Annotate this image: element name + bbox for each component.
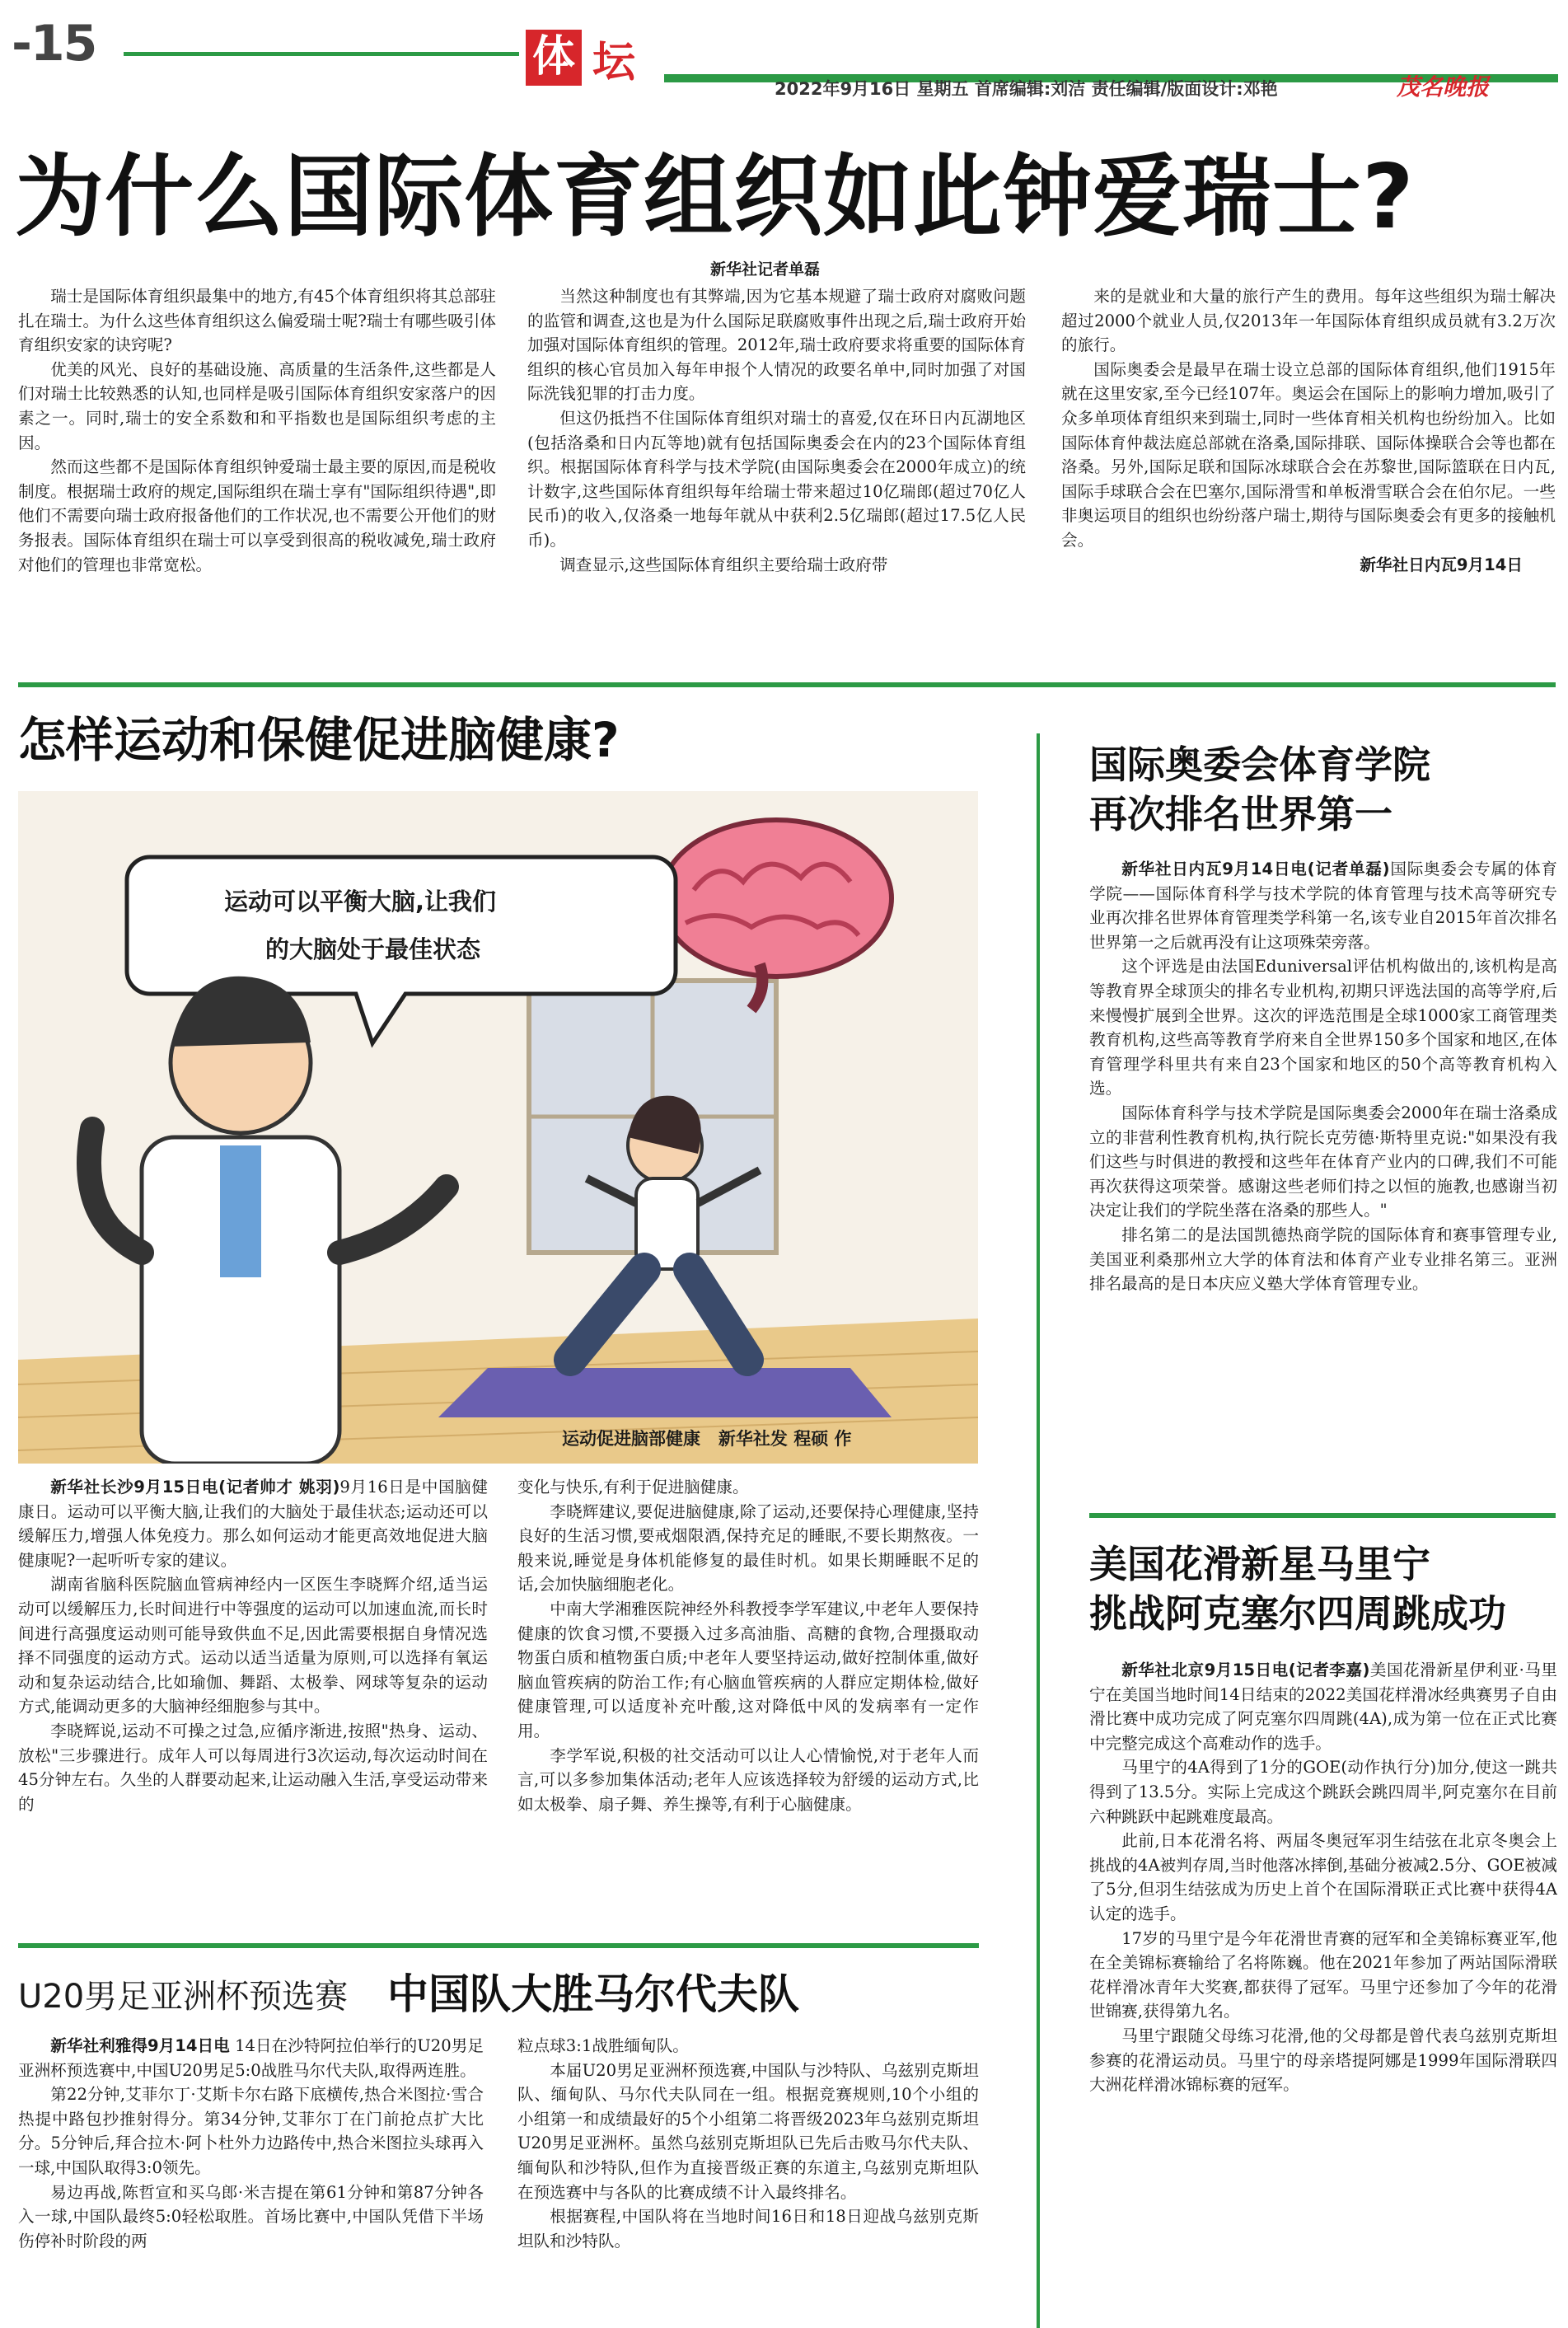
- illustration-caption: 运动促进脑部健康 新华社发 程硕 作: [562, 1429, 852, 1449]
- skating-headline-line2: 挑战阿克塞尔四周跳成功: [1089, 1591, 1506, 1636]
- paragraph: 然而这些都不是国际体育组织钟爱瑞士最主要的原因,而是税收制度。根据瑞士政府的规定,国际组织在瑞士享有"国际组织待遇",即他们不需要向瑞士政府报备他们的工作状况,也不需要公开他们的财务报表。国际体育组织在瑞士可以享受到很高的税收减免,瑞士政府对他们的管理也非常宽松。: [18, 457, 496, 574]
- divider-skating: [1089, 1513, 1556, 1518]
- paragraph: 易边再战,陈哲宣和买乌郎·米吉提在第61分钟和第87分钟各入一球,中国队最终5:0轻松取胜。首场比赛中,中国队凭借下半场伤停补时阶段的两: [18, 2182, 484, 2251]
- paragraph: 调查显示,这些国际体育组织主要给瑞士政府带: [559, 555, 888, 574]
- paragraph-text: 14日在沙特阿拉伯举行的U20男足亚洲杯预选赛中,中国U20男足5:0战胜马尔代夫队,取得两连胜。: [18, 2036, 484, 2080]
- paragraph: 马里宁跟随父母练习花滑,他的父母都是曾代表乌兹别克斯坦参赛的花滑运动员。马里宁的母亲塔提阿娜是1999年国际滑联四大洲花样滑冰锦标赛的冠军。: [1089, 2026, 1557, 2095]
- olympic-column: [1089, 857, 1557, 1467]
- lead-column-2: [527, 284, 1026, 655]
- paragraph: [18, 2034, 484, 2082]
- paragraph: [1089, 1658, 1557, 1755]
- paragraph: 此前,日本花滑名将、两届冬奥冠军羽生结弦在北京冬奥会上挑战的4A被判存周,当时他落冰摔倒,基础分被减2.5分、GOE被减了5分,但羽生结弦成为历史上首个在国际滑联正式比赛中获得4A认定的选手。: [1089, 1831, 1557, 1923]
- paragraph: 马里宁的4A得到了1分的GOE(动作执行分)加分,使这一跳共得到了13.5分。实际上完成这个跳跃会跳四周半,阿克塞尔在目前六种跳跃中起跳难度最高。: [1089, 1758, 1557, 1826]
- paragraph: 国际奥委会是最早在瑞士设立总部的国际体育组织,他们1915年就在这里安家,至今已经107年。奥运会在国际上的影响力增加,吸引了众多单项体育组织来到瑞士,同时一些体育相关机构也纷纷加入。比如国际体育仲裁法庭总部就在洛桑,国际排联、国际体操联合会等也都在洛桑。另外,国际足联和国际冰球联合会在苏黎世,国际篮联在日内瓦,国际手球联合会在巴塞尔,国际滑雪和单板滑雪联合会在伯尔尼。一些非奥运项目的组织也纷纷落户瑞士,期待与国际奥委会有更多的接触机会。: [1061, 359, 1556, 550]
- u20-column-1: [18, 2034, 484, 2322]
- paragraph: 17岁的马里宁是今年花滑世青赛的冠军和全美锦标赛亚军,他在全美锦标赛输给了名将陈巍。他在2021年参加了两站国际滑联花样滑冰青年大奖赛,都获得了冠军。马里宁还参加了今年的花滑世锦赛,获得第九名。: [1089, 1928, 1557, 2021]
- lead-column-3: [1061, 284, 1556, 655]
- paragraph: 李晓辉建议,要促进脑健康,除了运动,还要保持心理健康,坚持良好的生活习惯,要戒烟限酒,保持充足的睡眠,不要长期熬夜。一般来说,睡觉是身体机能修复的最佳时机。如果长期睡眠不足的话,会加快脑细胞老化。: [517, 1501, 979, 1595]
- paragraph: 排名第二的是法国凯德热商学院的国际体育和赛事管理专业,美国亚利桑那州立大学的体育法和体育产业专业排名第三。亚洲排名最高的是日本庆应义塾大学体育管理专业。: [1089, 1225, 1557, 1294]
- section-char-2: 坛: [592, 38, 635, 87]
- paragraph: 但这仍抵挡不住国际体育组织对瑞士的喜爱,仅在环日内瓦湖地区(包括洛桑和日内瓦等地)就有包括国际奥委会在内的23个国际体育组织。根据国际体育科学与技术学院(由国际奥委会在2000年成立)的统计数字,这些国际体育组织每年给瑞士带来超过10亿瑞郎(超过70亿人民币)的收入,仅洛桑一地每年就从中获利2.5亿瑞郎(超过17.5亿人民币)。: [527, 408, 1026, 550]
- paragraph-text: 国际奥委会专属的体育学院——国际体育科学与技术学院的体育管理与技术高等研究专业再次排名世界体育管理类学科第一名,该专业自2015年首次排名世界第一之后就再没有让这项殊荣旁落。: [1089, 860, 1557, 952]
- u20-column-2: [517, 2034, 979, 2322]
- speech-text-line1: 运动可以平衡大脑,让我们: [224, 888, 497, 916]
- paragraph: 湖南省脑科医院脑血管病神经内一区医生李晓辉介绍,适当运动可以缓解压力,长时间进行中等强度的运动可以加速血流,而长时间进行高强度运动则可能导致供血不足,因此需要根据自身情况选择不同强度的运动方式。运动以适当适量为原则,可以选择有氧运动和复杂运动结合,比如瑜伽、舞蹈、太极拳、网球等复杂的运动方式,能调动更多的大脑神经细胞参与其中。: [18, 1575, 488, 1717]
- masthead-rule-left: [124, 52, 519, 56]
- olympic-dateline: 新华社日内瓦9月14日电(记者单磊): [1121, 860, 1390, 878]
- lead-byline: 新华社记者单磊: [710, 260, 821, 279]
- page-number: -15: [12, 15, 96, 73]
- lead-headline: 为什么国际体育组织如此钟爱瑞士?: [15, 146, 1415, 249]
- column-divider: [1037, 733, 1040, 2328]
- paper-name: 茂名晚报: [1397, 73, 1490, 101]
- divider-lead: [18, 682, 1556, 687]
- u20-kicker: U20男足亚洲杯预选赛: [18, 1978, 349, 2016]
- section-char-1: 体: [531, 32, 575, 82]
- lead-signoff: 新华社日内瓦9月14日: [1360, 555, 1523, 574]
- paragraph: 第22分钟,艾菲尔丁·艾斯卡尔右路下底横传,热合米图拉·雪合热提中路包抄推射得分。第34分钟,艾菲尔丁在门前抢点扩大比分。5分钟后,拜合拉木·阿卜杜外力边路传中,热合米图拉头球再入一球,中国队取得3:0领先。: [18, 2085, 484, 2177]
- paragraph: [1089, 857, 1557, 954]
- section-label-tan: [587, 38, 641, 87]
- brain-column-1: [18, 1475, 488, 1920]
- paragraph: 国际体育科学与技术学院是国际奥委会2000年在瑞士洛桑成立的非营利性教育机构,执行院长克劳德·斯特里克说:"如果没有我们这些与时俱进的教授和这些年在体育产业内的口碑,我们不可能再次获得这项荣誉。感谢这些老师们持之以恒的施教,也感谢当初决定让我们的学院坐落在洛桑的那些人。": [1089, 1103, 1557, 1220]
- paragraph: 李晓辉说,运动不可操之过急,应循序渐进,按照"热身、运动、放松"三步骤进行。成年人可以每周进行3次运动,每次运动时间在45分钟左右。久坐的人群要动起来,让运动融入生活,享受运动带来的: [18, 1721, 488, 1814]
- u20-headline: 中国队大胜马尔代夫队: [387, 1970, 799, 2018]
- paragraph: [18, 1475, 488, 1572]
- paragraph: 来的是就业和大量的旅行产生的费用。每年这些组织为瑞士解决超过2000个就业人员,仅2013年一年国际体育组织成员就有3.2万次的旅行。: [1061, 287, 1556, 355]
- paragraph: 优美的风光、良好的基础设施、高质量的生活条件,这些都是人们对瑞士比较熟悉的认知,也同样是吸引国际体育组织安家落户的因素之一。同时,瑞士的安全系数和和平指数也是国际组织考虑的主因。: [18, 359, 496, 452]
- paragraph: 这个评选是由法国Eduniversal评估机构做出的,该机构是高等教育界全球顶尖的排名专业机构,初期只评选法国的高等学府,后来慢慢扩展到全世界。这次的评选范围是全球1000家工商管理类教育机构,这些高等教育学府来自全世界150多个国家和地区,在体育管理学科里共有来自23个国家和地区的50个高等教育机构入选。: [1089, 957, 1557, 1098]
- olympic-headline-line2: 再次排名世界第一: [1089, 792, 1392, 836]
- section-label-ti: [526, 30, 582, 86]
- illustration-svg: [18, 791, 978, 1464]
- paragraph: 根据赛程,中国队将在当地时间16日和18日迎战乌兹别克斯坦队和沙特队。: [517, 2207, 979, 2251]
- paragraph-text: 美国花滑新星伊利亚·马里宁在美国当地时间14日结束的2022美国花样滑冰经典赛男子自由滑比赛中成功完成了阿克塞尔四周跳(4A),成为第一位在正式比赛中完整完成这个高难动作的选手。: [1089, 1661, 1557, 1753]
- skating-dateline: 新华社北京9月15日电(记者李嘉): [1121, 1661, 1370, 1679]
- paragraph: 本届U20男足亚洲杯预选赛,中国队与沙特队、乌兹别克斯坦队、缅甸队、马尔代夫队同在一组。根据竞赛规则,10个小组的小组第一和成绩最好的5个小组第二将晋级2023年乌兹别克斯坦U20男足亚洲杯。虽然乌兹别克斯坦队已先后击败马尔代夫队、缅甸队和沙特队,但作为直接晋级正赛的东道主,乌兹别克斯坦队在预选赛中与各队的比赛成绩不计入最终排名。: [517, 2060, 979, 2202]
- skating-headline-line1: 美国花滑新星马里宁: [1089, 1542, 1430, 1586]
- paragraph: 粒点球3:1战胜缅甸队。: [517, 2036, 689, 2055]
- brain-column-2: [517, 1475, 979, 1920]
- olympic-headline-line1: 国际奥委会体育学院: [1089, 742, 1430, 787]
- dateline: 2022年9月16日 星期五 首席编辑:刘洁 责任编辑/版面设计:邓艳: [775, 79, 1278, 99]
- paragraph: 李学军说,积极的社交活动可以让人心情愉悦,对于老年人而言,可以多参加集体活动;老年人应该选择较为舒缓的运动方式,比如太极拳、扇子舞、养生操等,有利于心脑健康。: [517, 1745, 979, 1814]
- brain-illustration: [18, 791, 978, 1464]
- paragraph: 变化与快乐,有利于促进脑健康。: [517, 1478, 749, 1497]
- speech-text-line2: 的大脑处于最佳状态: [265, 935, 481, 963]
- paragraph: 瑞士是国际体育组织最集中的地方,有45个体育组织将其总部驻扎在瑞士。为什么这些体育组织这么偏爱瑞士呢?瑞士有哪些吸引体育组织安家的诀窍呢?: [18, 287, 496, 355]
- paragraph-text: 9月16日是中国脑健康日。运动可以平衡大脑,让我们的大脑处于最佳状态;运动还可以缓解压力,增强人体免疫力。那么如何运动才能更高效地促进大脑健康呢?一起听听专家的建议。: [18, 1478, 488, 1570]
- divider-u20: [18, 1943, 979, 1948]
- paragraph: 中南大学湘雅医院神经外科教授李学军建议,中老年人要保持健康的饮食习惯,不要摄入过多高油脂、高糖的食物,合理摄取动物蛋白质和植物蛋白质;中老年人要坚持运动,做好控制体重,做好脑血管疾病的防治工作;有心脑血管疾病的人群应定期体检,做好健康管理,可以适度补充叶酸,这对降低中风的发病率有一定作用。: [517, 1599, 979, 1740]
- skating-column: [1089, 1658, 1557, 2317]
- brain-dateline: 新华社长沙9月15日电(记者帅才 姚羽): [50, 1478, 340, 1497]
- u20-dateline: 新华社利雅得9月14日电: [50, 2036, 230, 2055]
- paragraph: 当然这种制度也有其弊端,因为它基本规避了瑞士政府对腐败问题的监管和调查,这也是为什么国际足联腐败事件出现之后,瑞士政府开始加强对国际体育组织的管理。2012年,瑞士政府要求将重要的国际体育组织的核心官员加入每年申报个人情况的政要名单中,同时加强了对国际洗钱犯罪的打击力度。: [527, 287, 1026, 404]
- lead-column-1: [18, 284, 496, 655]
- brain-headline: 怎样运动和保健促进脑健康?: [18, 712, 620, 768]
